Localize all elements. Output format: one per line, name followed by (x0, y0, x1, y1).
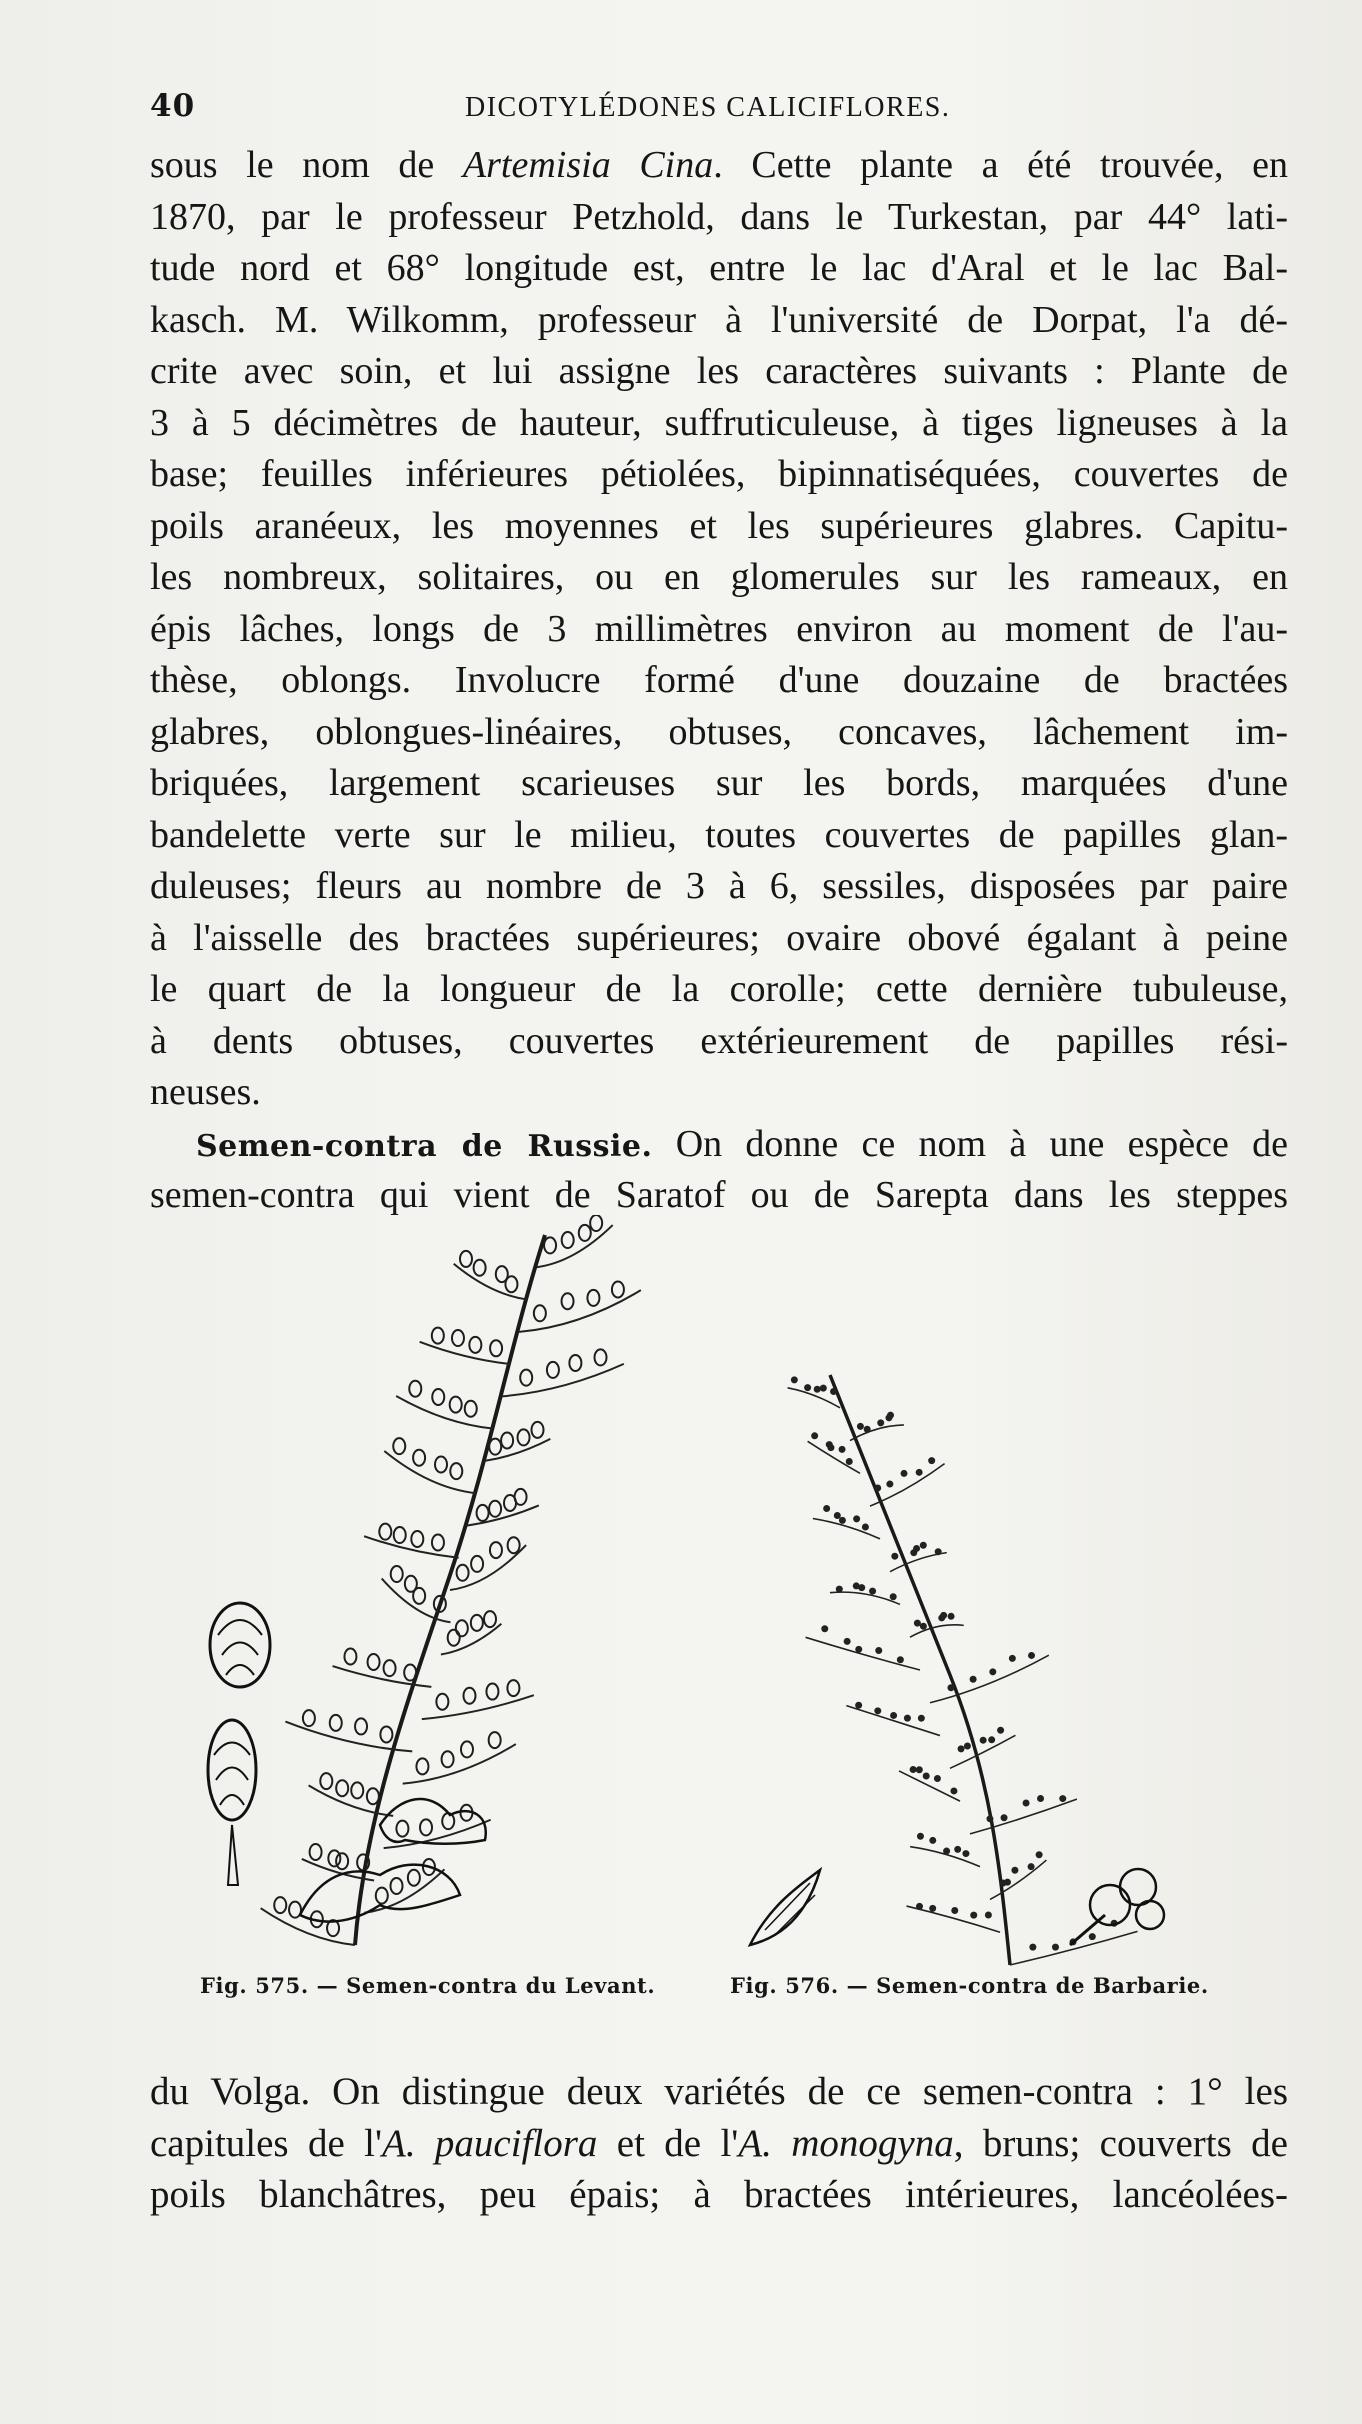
flower-head-glyph (486, 1684, 498, 1700)
section-heading: Semen-contra de Russie. (196, 1128, 653, 1164)
flower-bud-glyph (886, 1481, 893, 1488)
flower-head-glyph (469, 1337, 481, 1353)
flower-head-glyph (404, 1665, 416, 1681)
bract-detail (750, 1870, 820, 1945)
flower-bud-glyph (950, 1787, 957, 1794)
capitulum-scale (218, 1620, 262, 1675)
text-line: du Volga. On distingue deux variétés de ce semen-contra : 1° les (150, 2070, 1288, 2113)
text-line: duleuses; fleurs au nombre de 3 à 6, sessiles, disposées par paire (150, 865, 1288, 907)
flower-head-glyph (376, 1888, 388, 1904)
flower-bud-glyph (954, 1846, 961, 1853)
text-line: les nombreux, solitaires, ou en glomerules sur les rameaux, en (150, 556, 1288, 598)
text-line: le quart de la longueur de la corolle; cette dernière tubuleuse, (150, 968, 1288, 1010)
leaf-detail (300, 1865, 460, 1922)
species-name: A. monogyna (738, 2121, 954, 2165)
flower-bud-glyph (920, 1542, 927, 1549)
flower-head-glyph (612, 1281, 624, 1297)
fig-575-illustration (150, 1215, 710, 1975)
flower-head-glyph (534, 1305, 546, 1321)
plant-branch (420, 1342, 511, 1364)
flower-bud-glyph (853, 1515, 860, 1522)
flower-head-glyph (544, 1237, 556, 1253)
text-line: briquées, largement scarieuses sur les bords, marquées d'une (150, 762, 1288, 804)
flower-bud-glyph (820, 1385, 827, 1392)
flower-head-glyph (396, 1821, 408, 1837)
flower-bud-glyph (918, 1715, 925, 1722)
text-line: capitules de l'A. pauciflora et de l'A. monogyna, bruns; couverts de (150, 2121, 1288, 2165)
flower-bud-glyph (935, 1548, 942, 1555)
plant-branch (450, 1545, 526, 1590)
flower-head-glyph (590, 1215, 602, 1231)
flower-head-glyph (501, 1432, 513, 1448)
text-line: glabres, oblongues-linéaires, obtuses, concaves, lâchement im- (150, 710, 1288, 753)
flower-bud-glyph (877, 1419, 884, 1426)
capitulum-scale (214, 1743, 250, 1806)
flower-bud-glyph (1089, 1933, 1096, 1940)
flower-bud-glyph (814, 1386, 821, 1393)
flower-bud-glyph (855, 1646, 862, 1653)
flower-head-glyph (489, 1732, 501, 1748)
flower-head-glyph (432, 1534, 444, 1550)
flower-head-glyph (344, 1649, 356, 1665)
flower-bud-glyph (891, 1553, 898, 1560)
text-line: base; feuilles inférieures pétiolées, bipinnatiséquées, couvertes de (150, 453, 1288, 495)
text-line: bandelette verte sur le milieu, toutes couvertes de papilles glan- (150, 813, 1288, 856)
flower-bud-glyph (920, 1623, 927, 1630)
flower-head-glyph (490, 1340, 502, 1356)
page-header (150, 88, 1290, 128)
flower-head-glyph (518, 1429, 530, 1445)
flower-head-glyph (336, 1780, 348, 1796)
flower-bud-glyph (1023, 1799, 1030, 1806)
flower-head-glyph (477, 1505, 489, 1521)
flower-head-glyph (436, 1694, 448, 1710)
flower-bud-glyph (958, 1745, 965, 1752)
flower-bud-glyph (839, 1446, 846, 1453)
text-line: 3 à 5 décimètres de hauteur, suffruticuleuse, à tiges ligneuses à la (150, 401, 1288, 444)
flower-bud-glyph (826, 1441, 833, 1448)
plant-branch (846, 1706, 940, 1736)
text-line: crite avec soin, et lui assigne les caractères suivants : Plante de (150, 350, 1288, 392)
flower-head-glyph (420, 1819, 432, 1835)
flower-bud-glyph (804, 1384, 811, 1391)
text-line: à dents obtuses, couvertes extérieurement de papilles rési- (150, 1019, 1288, 1062)
flower-bud-glyph (1036, 1851, 1043, 1858)
plant-branch (441, 1624, 501, 1655)
flower-bud-glyph (913, 1545, 920, 1552)
flower-bud-glyph (929, 1837, 936, 1844)
flower-head-glyph (432, 1328, 444, 1344)
text-line: poils aranéeux, les moyennes et les supérieures glabres. Capitu- (150, 504, 1288, 547)
flower-head-glyph (380, 1726, 392, 1742)
plant-branch (261, 1908, 355, 1945)
capitulum-stalk (1070, 1915, 1105, 1945)
flower-bud-glyph (948, 1613, 955, 1620)
flower-head-glyph (411, 1531, 423, 1547)
capitulum-detail (210, 1603, 270, 1687)
flower-bud-glyph (962, 1850, 969, 1857)
species-name: Artemisia Cina (462, 144, 714, 186)
plant-branch (396, 1396, 493, 1429)
flower-bud-glyph (1052, 1944, 1059, 1951)
flower-head-glyph (328, 1850, 340, 1866)
flower-bud-glyph (834, 1512, 841, 1519)
text-line: thèse, oblongs. Involucre formé d'une douzaine de bractées (150, 659, 1288, 701)
flower-head-glyph (416, 1758, 428, 1774)
flower-bud-glyph (914, 1620, 921, 1627)
body-text-bottom (150, 2066, 1288, 2221)
flower-head-glyph (452, 1330, 464, 1346)
flower-bud-glyph (890, 1593, 897, 1600)
flower-head-glyph (409, 1381, 421, 1397)
flower-bud-glyph (943, 1848, 950, 1855)
flower-head-glyph (587, 1290, 599, 1306)
flower-head-glyph (394, 1527, 406, 1543)
flower-head-glyph (562, 1232, 574, 1248)
species-name: A. pauciflora (382, 2121, 598, 2165)
flower-head-glyph (595, 1349, 607, 1365)
flower-head-glyph (460, 1251, 472, 1267)
flower-head-glyph (442, 1751, 454, 1767)
flower-head-glyph (393, 1438, 405, 1454)
text-line: sous le nom de Artemisia Cina. Cette plante a été trouvée, en (150, 144, 1288, 186)
flower-bud-glyph (839, 1517, 846, 1524)
flower-head-glyph (457, 1565, 469, 1581)
flower-bud-glyph (923, 1773, 930, 1780)
flower-bud-glyph (855, 1702, 862, 1709)
flower-head-glyph (320, 1773, 332, 1789)
text-line: à l'aisselle des bractées supérieures; ovaire obové égalant à peine (150, 916, 1288, 959)
flower-head-glyph (474, 1260, 486, 1276)
plant-branch (536, 1225, 612, 1267)
flower-head-glyph (562, 1293, 574, 1309)
flower-head-glyph (274, 1897, 286, 1913)
flower-bud-glyph (821, 1625, 828, 1632)
flower-head-glyph (408, 1870, 420, 1886)
plant-branch (1010, 1931, 1138, 1965)
flower-head-glyph (508, 1537, 520, 1553)
flower-head-glyph (384, 1660, 396, 1676)
flower-bud-glyph (904, 1715, 911, 1722)
flower-bud-glyph (1029, 1944, 1036, 1951)
plant-branch (890, 1553, 947, 1572)
flower-bud-glyph (997, 1727, 1004, 1734)
plant-branch (519, 1290, 641, 1332)
flower-head-glyph (456, 1620, 468, 1636)
flower-head-glyph (471, 1556, 483, 1572)
flower-head-glyph (355, 1718, 367, 1734)
flower-bud-glyph (917, 1833, 924, 1840)
flower-head-glyph (490, 1542, 502, 1558)
flower-bud-glyph (887, 1412, 894, 1419)
flower-bud-glyph (970, 1676, 977, 1683)
flower-bud-glyph (890, 1712, 897, 1719)
flower-head-glyph (336, 1853, 348, 1869)
running-title: DICOTYLÉDONES CALICIFLORES. (465, 92, 951, 123)
text-line: Semen-contra de Russie. On donne ce nom à une espèce de (196, 1122, 1289, 1165)
flower-bud-glyph (1037, 1795, 1044, 1802)
flower-bud-glyph (874, 1485, 881, 1492)
flower-bud-glyph (986, 1815, 993, 1822)
flower-head-glyph (579, 1225, 591, 1241)
page-number: 40 (150, 88, 196, 124)
flower-bud-glyph (875, 1647, 882, 1654)
flower-head-glyph (532, 1422, 544, 1438)
flower-bud-glyph (1004, 1879, 1011, 1886)
flower-bud-glyph (1009, 1655, 1016, 1662)
plant-branch (403, 1744, 516, 1784)
flower-head-glyph (379, 1524, 391, 1540)
flower-bud-glyph (988, 1736, 995, 1743)
text-line: poils blanchâtres, peu épais; à bractées intérieures, lancéolées- (150, 2173, 1288, 2216)
flower-head-glyph (351, 1782, 363, 1798)
plant-branch (485, 1439, 551, 1461)
flower-bud-glyph (874, 1707, 881, 1714)
flower-bud-glyph (857, 1423, 864, 1430)
flower-head-glyph (367, 1788, 379, 1804)
flower-head-glyph (450, 1463, 462, 1479)
flower-head-glyph (435, 1456, 447, 1472)
flower-head-glyph (496, 1266, 508, 1282)
flower-bud-glyph (964, 1743, 971, 1750)
flower-head-glyph (515, 1489, 527, 1505)
flower-head-glyph (432, 1389, 444, 1405)
flower-bud-glyph (791, 1376, 798, 1383)
text-line: tude nord et 68° longitude est, entre le lac d'Aral et le lac Bal- (150, 247, 1288, 289)
flower-head-glyph (391, 1566, 403, 1582)
capitulum-detail (1120, 1869, 1156, 1905)
flower-bud-glyph (811, 1432, 818, 1439)
flower-bud-glyph (910, 1766, 917, 1773)
flower-bud-glyph (901, 1470, 908, 1477)
flower-head-glyph (390, 1878, 402, 1894)
flower-head-glyph (303, 1710, 315, 1726)
flower-bud-glyph (916, 1469, 923, 1476)
flower-bud-glyph (928, 1457, 935, 1464)
flower-bud-glyph (836, 1586, 843, 1593)
flower-head-glyph (489, 1501, 501, 1517)
text-line: 1870, par le professeur Petzhold, dans le Turkestan, par 44° lati- (150, 195, 1288, 238)
flower-bud-glyph (1028, 1863, 1035, 1870)
flower-bud-glyph (869, 1588, 876, 1595)
flower-head-glyph (405, 1576, 417, 1592)
flower-bud-glyph (985, 1911, 992, 1918)
flower-head-glyph (461, 1741, 473, 1757)
flower-head-glyph (463, 1688, 475, 1704)
flower-head-glyph (310, 1844, 322, 1860)
flower-bud-glyph (940, 1612, 947, 1619)
flower-bud-glyph (864, 1426, 871, 1433)
flower-bud-glyph (1001, 1814, 1008, 1821)
flower-bud-glyph (1059, 1795, 1066, 1802)
plant-branch (830, 1592, 900, 1604)
plant-branch (910, 1625, 964, 1637)
text-line: neuses. (150, 1071, 261, 1113)
fig-576-illustration (710, 1215, 1270, 1975)
plant-branch (930, 1655, 1049, 1703)
flower-bud-glyph (989, 1668, 996, 1675)
flower-head-glyph (465, 1401, 477, 1417)
flower-bud-glyph (1028, 1652, 1035, 1659)
flower-bud-glyph (970, 1912, 977, 1919)
flower-bud-glyph (916, 1903, 923, 1910)
flower-bud-glyph (929, 1905, 936, 1912)
flower-bud-glyph (846, 1458, 853, 1465)
text-line: kasch. M. Wilkomm, professeur à l'université de Dorpat, l'a dé- (150, 298, 1288, 341)
flower-bud-glyph (916, 1766, 923, 1773)
body-text-top (150, 140, 1288, 1222)
flower-head-glyph (330, 1715, 342, 1731)
figure-caption-576: Fig. 576. — Semen-contra de Barbarie. (730, 1973, 1209, 1998)
plant-branch (813, 1518, 880, 1538)
flower-head-glyph (484, 1611, 496, 1627)
flower-head-glyph (471, 1615, 483, 1631)
plant-branch (806, 1637, 920, 1670)
flower-head-glyph (448, 1630, 460, 1646)
capitulum-detail (1136, 1901, 1164, 1929)
flower-head-glyph (569, 1355, 581, 1371)
flower-bud-glyph (853, 1582, 860, 1589)
flower-head-glyph (489, 1439, 501, 1455)
bract-hatching (765, 1883, 815, 1935)
figure-caption-575: Fig. 575. — Semen-contra du Levant. (200, 1973, 656, 1998)
flower-head-glyph (413, 1450, 425, 1466)
flower-bud-glyph (830, 1388, 837, 1395)
flower-head-glyph (442, 1813, 454, 1829)
flower-bud-glyph (980, 1737, 987, 1744)
floret-detail (228, 1825, 238, 1885)
flower-head-glyph (450, 1397, 462, 1413)
flower-head-glyph (368, 1654, 380, 1670)
capitulum-detail (1090, 1885, 1130, 1925)
flower-bud-glyph (934, 1775, 941, 1782)
flower-bud-glyph (1011, 1867, 1018, 1874)
flower-head-glyph (507, 1680, 519, 1696)
flower-bud-glyph (947, 1684, 954, 1691)
flower-bud-glyph (823, 1505, 830, 1512)
flower-bud-glyph (862, 1523, 869, 1530)
flower-bud-glyph (897, 1656, 904, 1663)
figure-area (150, 1215, 1290, 1985)
text-line: semen-contra qui vient de Saratof ou de Sarepta dans les steppes (150, 1174, 1288, 1216)
text-line: épis lâches, longs de 3 millimètres environ au moment de l'au- (150, 607, 1288, 650)
flower-bud-glyph (844, 1638, 851, 1645)
capitulum-detail (208, 1720, 256, 1820)
flower-head-glyph (520, 1370, 532, 1386)
flower-bud-glyph (951, 1907, 958, 1914)
flower-head-glyph (547, 1362, 559, 1378)
